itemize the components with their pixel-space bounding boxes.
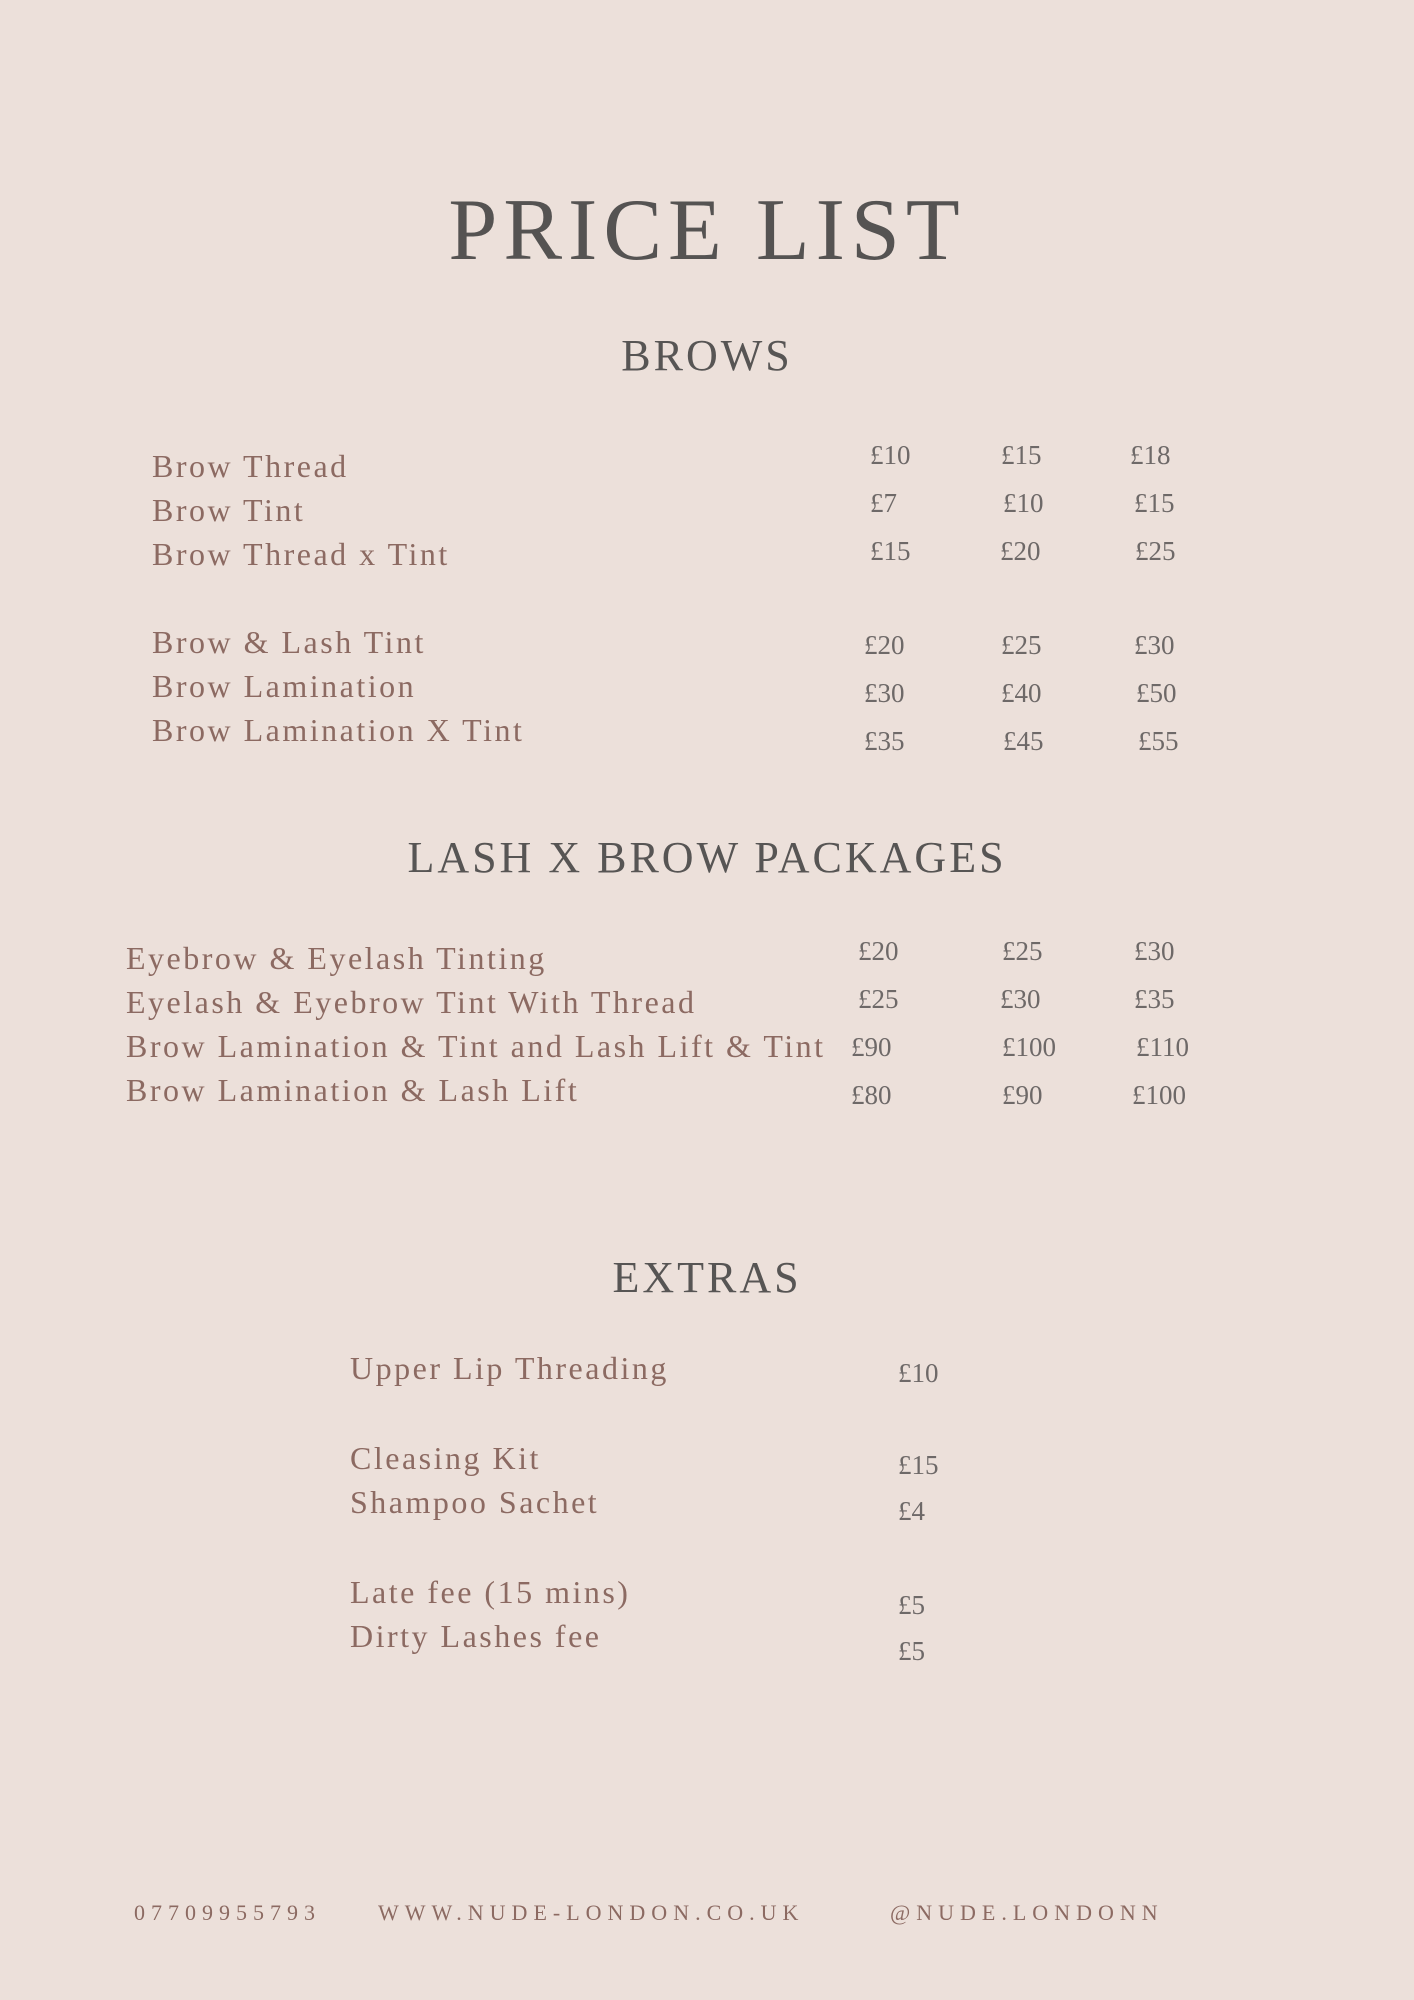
- price: £20: [1000, 536, 1041, 566]
- price: £110: [1136, 1032, 1189, 1062]
- price: £45: [1003, 726, 1044, 756]
- service-name: Brow Tint: [152, 492, 306, 528]
- price: £25: [858, 984, 899, 1014]
- price: £25: [1135, 536, 1176, 566]
- price: £20: [864, 630, 905, 660]
- price: £25: [1001, 630, 1042, 660]
- service-name: Brow Thread x Tint: [152, 536, 450, 572]
- price: £35: [864, 726, 905, 756]
- service-name: Eyelash & Eyebrow Tint With Thread: [126, 984, 697, 1020]
- price: £7: [870, 488, 897, 518]
- service-name: Brow & Lash Tint: [152, 624, 426, 660]
- price: £20: [858, 936, 899, 966]
- service-name: Shampoo Sachet: [350, 1484, 600, 1520]
- service-name: Eyebrow & Eyelash Tinting: [126, 940, 547, 976]
- price: £80: [851, 1080, 892, 1110]
- price: £25: [1002, 936, 1043, 966]
- price: £10: [870, 440, 911, 470]
- service-name: Brow Lamination X Tint: [152, 712, 525, 748]
- page-title: PRICE LIST: [448, 182, 966, 279]
- service-name: Late fee (15 mins): [350, 1574, 631, 1610]
- price: £35: [1134, 984, 1175, 1014]
- section-heading-packages: LASH X BROW PACKAGES: [407, 833, 1007, 882]
- price: £30: [1134, 630, 1175, 660]
- price: £30: [864, 678, 905, 708]
- price: £30: [1000, 984, 1041, 1014]
- price: £40: [1001, 678, 1042, 708]
- price: £4: [898, 1496, 925, 1526]
- footer-website-link[interactable]: WWW.NUDE-LONDON.CO.UK: [378, 1900, 805, 1925]
- price: £50: [1136, 678, 1177, 708]
- price: £15: [898, 1450, 939, 1480]
- service-name: Cleasing Kit: [350, 1440, 541, 1476]
- footer-phone[interactable]: 07709955793: [134, 1900, 321, 1925]
- price: £10: [1003, 488, 1044, 518]
- service-name: Dirty Lashes fee: [350, 1618, 602, 1654]
- price: £100: [1132, 1080, 1186, 1110]
- price: £90: [851, 1032, 892, 1062]
- price: £90: [1002, 1080, 1043, 1110]
- footer-instagram-link[interactable]: @NUDE.LONDONN: [890, 1900, 1164, 1925]
- price: £15: [870, 536, 911, 566]
- price: £5: [898, 1590, 925, 1620]
- service-name: Brow Lamination & Tint and Lash Lift & Tint: [126, 1028, 826, 1064]
- service-name: Brow Lamination & Lash Lift: [126, 1072, 580, 1108]
- service-name: Upper Lip Threading: [350, 1350, 669, 1386]
- price: £15: [1001, 440, 1042, 470]
- price: £55: [1138, 726, 1179, 756]
- price: £100: [1002, 1032, 1056, 1062]
- price: £15: [1134, 488, 1175, 518]
- service-name: Brow Lamination: [152, 668, 417, 704]
- service-name: Brow Thread: [152, 448, 349, 484]
- price: £5: [898, 1636, 925, 1666]
- price: £18: [1130, 440, 1171, 470]
- section-heading-brows: BROWS: [621, 331, 793, 380]
- price: £30: [1134, 936, 1175, 966]
- price: £10: [898, 1358, 939, 1388]
- section-heading-extras: EXTRAS: [612, 1253, 802, 1302]
